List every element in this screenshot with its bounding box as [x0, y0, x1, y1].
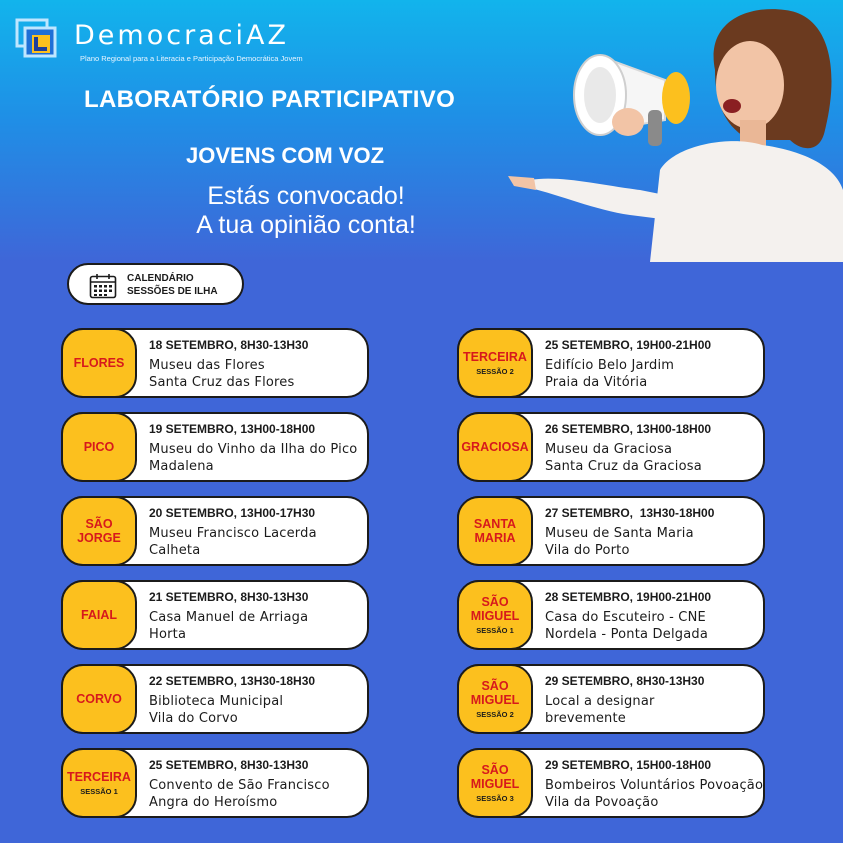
session-date: 19 SETEMBRO, 13H00-18H00: [149, 422, 316, 436]
session-date: 25 SETEMBRO, 8H30-13H30: [149, 758, 309, 772]
session-number: SESSÃO 2: [476, 367, 514, 376]
session-date: 18 SETEMBRO, 8H30-13H30: [149, 338, 309, 352]
session-card: [457, 748, 765, 818]
session-place: Santa Cruz da Graciosa: [545, 459, 702, 474]
session-place: Nordela - Ponta Delgada: [545, 627, 708, 642]
session-place: Vila da Povoação: [545, 795, 659, 810]
island-name: FAIAL: [80, 608, 118, 622]
session-card: [61, 496, 369, 566]
session-number: SESSÃO 1: [476, 626, 514, 635]
session-card: [61, 580, 369, 650]
calendar-heading-line-1: CALENDÁRIO: [127, 273, 194, 284]
session-date: 29 SETEMBRO, 8H30-13H30: [545, 674, 705, 688]
session-venue: Convento de São Francisco: [149, 778, 330, 793]
session-date: 27 SETEMBRO, 13H30-18H00: [545, 506, 715, 520]
brand-subtitle: Plano Regional para a Literacia e Participação Democrática Jovem: [80, 54, 303, 63]
brand-title: DemocraciAZ: [74, 20, 290, 51]
island-name: PICO: [83, 440, 115, 454]
island-badge: [457, 664, 533, 734]
island-name: SÃO MIGUEL: [470, 595, 520, 623]
session-number: SESSÃO 2: [476, 710, 514, 719]
session-venue: Museu da Graciosa: [545, 442, 673, 457]
session-venue: Bombeiros Voluntários Povoação: [545, 778, 764, 793]
session-card: [61, 664, 369, 734]
session-date: 26 SETEMBRO, 13H00-18H00: [545, 422, 712, 436]
session-venue: Museu das Flores: [149, 358, 265, 373]
session-venue: Biblioteca Municipal: [149, 694, 284, 709]
session-card: [457, 580, 765, 650]
session-place: Vila do Corvo: [149, 711, 238, 726]
island-badge: [457, 580, 533, 650]
session-card: [457, 412, 765, 482]
session-place: Vila do Porto: [545, 543, 630, 558]
island-badge: [61, 496, 137, 566]
island-name: TERCEIRA: [463, 350, 527, 364]
session-card: [457, 328, 765, 398]
island-name: SÃO MIGUEL: [470, 679, 520, 707]
island-badge: [61, 580, 137, 650]
island-badge: [61, 664, 137, 734]
island-badge: [61, 328, 137, 398]
island-name: SÃO JORGE: [77, 517, 121, 545]
session-date: 22 SETEMBRO, 13H30-18H30: [149, 674, 316, 688]
calendar-heading-line-2: SESSÕES DE ILHA: [127, 286, 218, 297]
session-place: Horta: [149, 627, 187, 642]
island-badge: [457, 496, 533, 566]
session-card: [457, 664, 765, 734]
session-date: 29 SETEMBRO, 15H00-18H00: [545, 758, 712, 772]
session-date: 20 SETEMBRO, 13H00-17H30: [149, 506, 316, 520]
session-date: 25 SETEMBRO, 19H00-21H00: [545, 338, 712, 352]
session-venue: Museu do Vinho da Ilha do Pico: [149, 442, 358, 457]
calendar-heading: [127, 272, 218, 298]
session-date: 28 SETEMBRO, 19H00-21H00: [545, 590, 712, 604]
island-badge: [61, 412, 137, 482]
session-venue: Casa Manuel de Arriaga: [149, 610, 309, 625]
session-place: brevemente: [545, 711, 626, 726]
tagline-line-2: A tua opinião conta!: [196, 211, 416, 239]
session-place: Praia da Vitória: [545, 375, 648, 390]
session-number: SESSÃO 1: [80, 787, 118, 796]
session-card: [61, 748, 369, 818]
page-title: LABORATÓRIO PARTICIPATIVO: [84, 86, 456, 113]
island-badge: [457, 412, 533, 482]
session-card: [61, 412, 369, 482]
calendar-label: [67, 263, 244, 305]
island-badge: [61, 748, 137, 818]
tagline-line-1: Estás convocado!: [207, 182, 405, 210]
session-number: SESSÃO 3: [476, 794, 514, 803]
democraciaz-logo-icon: [15, 18, 67, 64]
session-date: 21 SETEMBRO, 8H30-13H30: [149, 590, 309, 604]
island-name: TERCEIRA: [67, 770, 131, 784]
island-name: FLORES: [73, 356, 125, 370]
page-subtitle: JOVENS COM VOZ: [186, 143, 385, 168]
session-venue: Museu Francisco Lacerda: [149, 526, 317, 541]
island-name: SÃO MIGUEL: [470, 763, 520, 791]
session-venue: Museu de Santa Maria: [545, 526, 694, 541]
island-name: SANTA MARIA: [473, 517, 517, 545]
session-place: Calheta: [149, 543, 201, 558]
woman-with-megaphone-illustration: [500, 0, 843, 262]
tagline: [176, 182, 436, 240]
session-venue: Local a designar: [545, 694, 655, 709]
session-place: Santa Cruz das Flores: [149, 375, 295, 390]
session-venue: Edifício Belo Jardim: [545, 358, 675, 373]
island-name: CORVO: [76, 692, 122, 706]
session-place: Madalena: [149, 459, 214, 474]
session-card: [457, 496, 765, 566]
session-card: [61, 328, 369, 398]
session-place: Angra do Heroísmo: [149, 795, 278, 810]
calendar-icon: [89, 273, 117, 299]
island-badge: [457, 748, 533, 818]
header-banner: [0, 0, 843, 262]
island-name: GRACIOSA: [461, 440, 529, 454]
session-venue: Casa do Escuteiro - CNE: [545, 610, 706, 625]
island-badge: [457, 328, 533, 398]
